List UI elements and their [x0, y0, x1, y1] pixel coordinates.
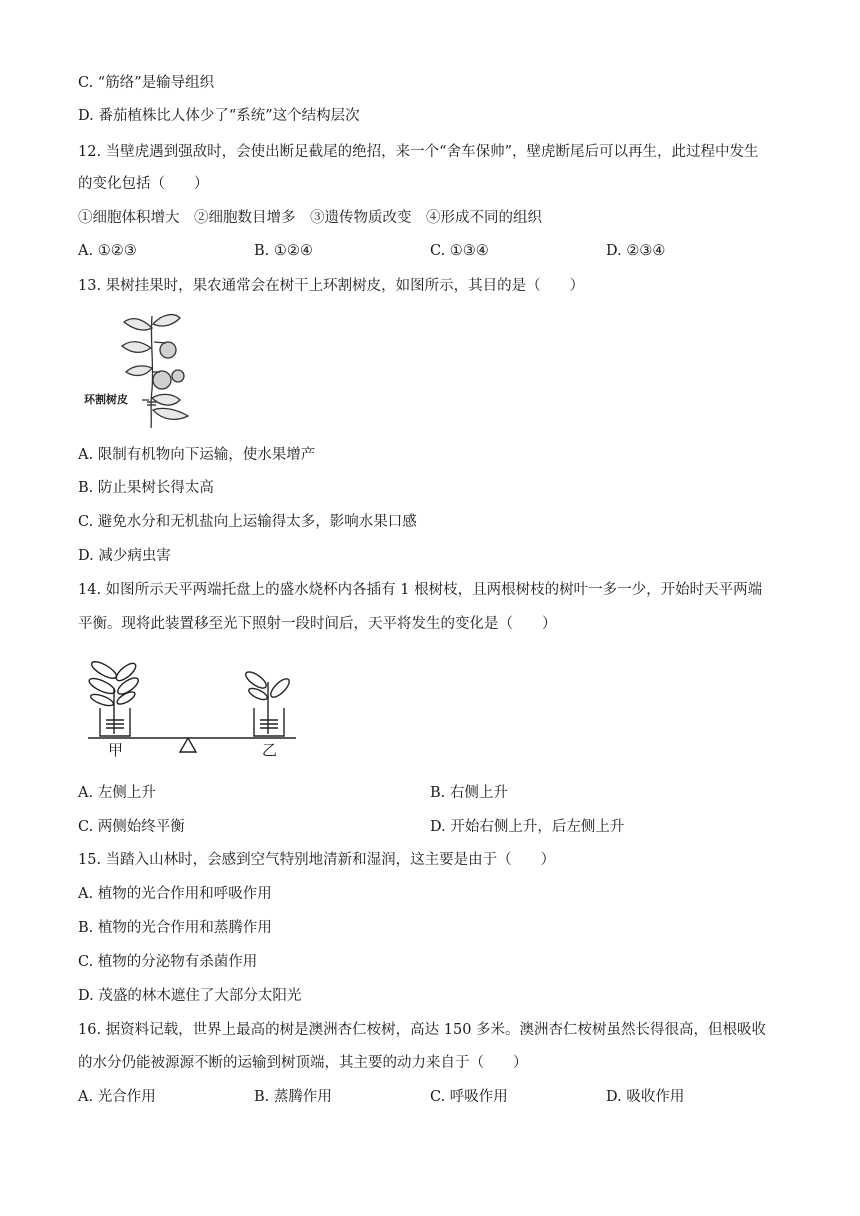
- q12-items: ①细胞体积增大 ②细胞数目增多 ③遗传物质改变 ④形成不同的组织: [78, 210, 542, 226]
- q12-stem-line1: 12. 当壁虎遇到强敌时，会使出断足截尾的绝招，来一个“舍车保帅”，壁虎断尾后可以再生，此过程中发生: [78, 144, 759, 160]
- q15-stem: 15. 当踏入山林时，会感到空气特别地清新和湿润，这主要是由于（ ）: [78, 852, 556, 868]
- q12-option-d: D. ②③④: [606, 243, 666, 259]
- q15-option-c: C. 植物的分泌物有杀菌作用: [78, 954, 258, 970]
- q14-option-c: C. 两侧始终平衡: [78, 819, 185, 835]
- q16-option-d: D. 吸收作用: [606, 1089, 685, 1105]
- q14-option-a: A. 左侧上升: [78, 785, 156, 801]
- q13-option-d: D. 减少病虫害: [78, 548, 171, 564]
- q12-stem-line2: 的变化包括（ ）: [78, 176, 209, 192]
- q15-option-a: A. 植物的光合作用和呼吸作用: [78, 886, 272, 902]
- q11-option-c: C. “筋络”是输导组织: [78, 75, 215, 91]
- q12-option-c: C. ①③④: [430, 243, 489, 259]
- balance-right-label: 乙: [262, 741, 278, 759]
- q13-stem: 13. 果树挂果时，果农通常会在树干上环割树皮，如图所示，其目的是（ ）: [78, 278, 585, 294]
- q13-option-c: C. 避免水分和无机盐向上运输得太多，影响水果口感: [78, 514, 417, 530]
- q16-stem-line1: 16. 据资料记载，世界上最高的树是澳洲杏仁桉树，高达 150 多米。澳洲杏仁桉树虽然长得很高，但根吸收: [78, 1022, 767, 1038]
- q14-stem-line1: 14. 如图所示天平两端托盘上的盛水烧杯内各插有 1 根树枝，且两根树枝的树叶一多一少，开始时天平两端: [78, 582, 763, 598]
- q12-option-a: A. ①②③: [78, 243, 137, 259]
- q16-option-c: C. 呼吸作用: [430, 1089, 508, 1105]
- q11-option-d: D. 番茄植株比人体少了“系统”这个结构层次: [78, 108, 360, 124]
- girdle-label: 环割树皮: [84, 393, 128, 406]
- q12-option-b: B. ①②④: [254, 243, 313, 259]
- q14-stem-line2: 平衡。现将此装置移至光下照射一段时间后，天平将发生的变化是（ ）: [78, 616, 557, 632]
- q15-option-d: D. 茂盛的林木遮住了大部分太阳光: [78, 988, 302, 1004]
- q15-option-b: B. 植物的光合作用和蒸腾作用: [78, 920, 272, 936]
- q13-option-b: B. 防止果树长得太高: [78, 480, 214, 496]
- q14-option-b: B. 右侧上升: [430, 785, 508, 801]
- girdled-branch-figure: [82, 310, 212, 430]
- q16-option-b: B. 蒸腾作用: [254, 1089, 332, 1105]
- q13-option-a: A. 限制有机物向下运输，使水果增产: [78, 447, 316, 463]
- q16-option-a: A. 光合作用: [78, 1089, 156, 1105]
- balance-left-label: 甲: [108, 741, 124, 759]
- q16-stem-line2: 的水分仍能被源源不断的运输到树顶端，其主要的动力来自于（ ）: [78, 1055, 528, 1071]
- q14-option-d: D. 开始右侧上升，后左侧上升: [430, 819, 625, 835]
